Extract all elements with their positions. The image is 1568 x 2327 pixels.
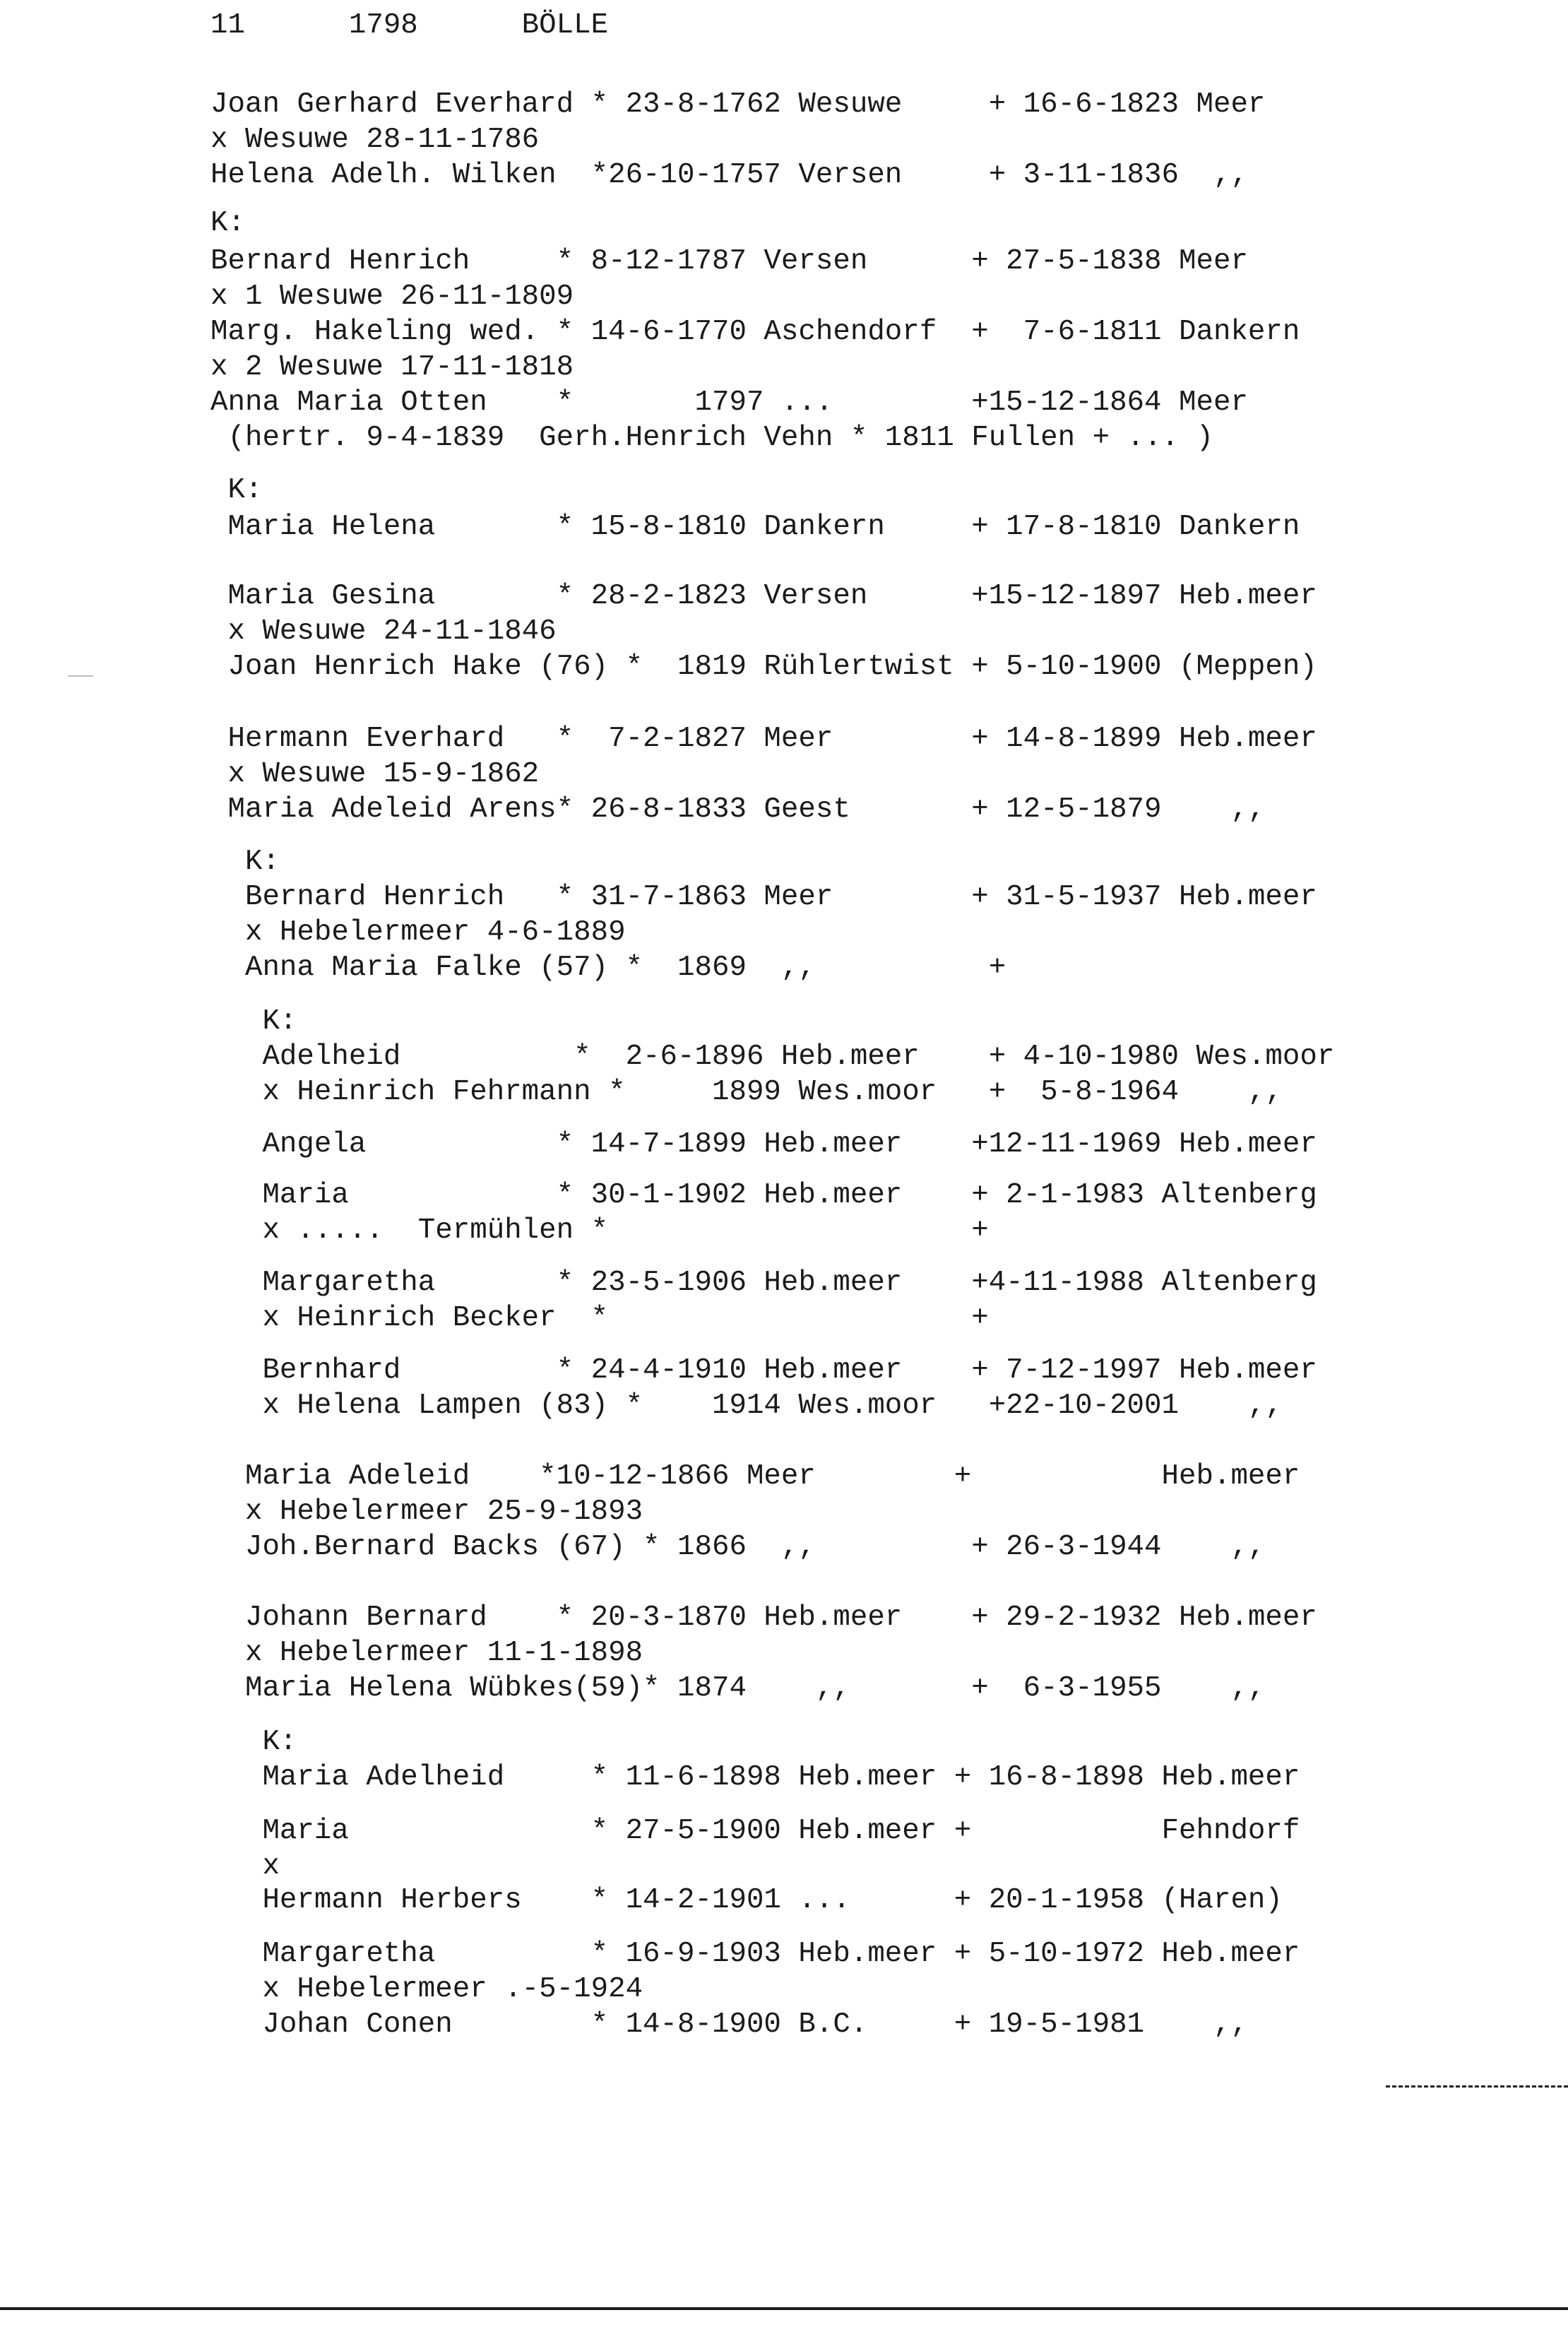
record-line: K: [210, 474, 263, 507]
record-line: Maria Gesina * 28-2-1823 Versen +15-12-1897 Heb.meer [210, 580, 1317, 612]
record-line: x Wesuwe 15-9-1862 [210, 758, 540, 791]
record-line: K: [210, 207, 245, 239]
record-line: Maria Adeleid *10-12-1866 Meer + Heb.meer [210, 1460, 1300, 1493]
page-header: 11 1798 BÖLLE [210, 9, 609, 42]
record-line: Joan Henrich Hake (76) * 1819 Rühlertwist + 5-10-1900 (Meppen) [210, 651, 1317, 683]
record-line: x Helena Lampen (83) * 1914 Wes.moor +22-10-2001 ,, [210, 1390, 1283, 1422]
record-line: Johan Conen * 14-8-1900 B.C. + 19-5-1981 ,, [210, 2008, 1248, 2041]
record-line: Hermann Herbers * 14-2-1901 ... + 20-1-1958 (Haren) [210, 1884, 1283, 1917]
record-line: K: [210, 1005, 297, 1038]
record-line: Maria Helena Wübkes(59)* 1874 ,, + 6-3-1955 ,, [210, 1672, 1266, 1705]
record-line: x Heinrich Becker * + [210, 1302, 989, 1334]
record-line: Maria Adelheid * 11-6-1898 Heb.meer + 16-8-1898 Heb.meer [210, 1761, 1300, 1794]
bottom-rule [0, 2307, 1568, 2310]
record-line: Adelheid * 2-6-1896 Heb.meer + 4-10-1980 Wes.moor [210, 1041, 1335, 1073]
record-line: K: [210, 1726, 297, 1758]
record-line: x ..... Termühlen * + [210, 1214, 989, 1247]
record-line: Helena Adelh. Wilken *26-10-1757 Versen + 3-11-1836 ,, [210, 159, 1248, 191]
record-line: x Heinrich Fehrmann * 1899 Wes.moor + 5-8-1964 ,, [210, 1076, 1283, 1108]
end-dash-rule [1386, 2085, 1568, 2088]
record-line: Joan Gerhard Everhard * 23-8-1762 Wesuwe + 16-6-1823 Meer [210, 88, 1266, 121]
margin-mark [68, 675, 93, 677]
record-line: Johann Bernard * 20-3-1870 Heb.meer + 29-2-1932 Heb.meer [210, 1601, 1317, 1634]
record-line: (hertr. 9-4-1839 Gerh.Henrich Vehn * 1811 Fullen + ... ) [210, 422, 1213, 454]
record-line: x Hebelermeer .-5-1924 [210, 1973, 643, 2006]
record-line: Maria * 30-1-1902 Heb.meer + 2-1-1983 Altenberg [210, 1179, 1317, 1212]
record-line: x [210, 1850, 280, 1883]
record-line: Bernhard * 24-4-1910 Heb.meer + 7-12-1997 Heb.meer [210, 1354, 1317, 1387]
record-line: x Wesuwe 24-11-1846 [210, 615, 557, 648]
record-line: Margaretha * 23-5-1906 Heb.meer +4-11-1988 Altenberg [210, 1267, 1317, 1299]
record-line: x Hebelermeer 25-9-1893 [210, 1496, 643, 1528]
record-line: Marg. Hakeling wed. * 14-6-1770 Aschendorf + 7-6-1811 Dankern [210, 316, 1300, 348]
record-line: x Wesuwe 28-11-1786 [210, 124, 540, 156]
record-line: Anna Maria Otten * 1797 ... +15-12-1864 Meer [210, 386, 1248, 419]
record-line: Maria * 27-5-1900 Heb.meer + Fehndorf [210, 1815, 1300, 1847]
record-line: Margaretha * 16-9-1903 Heb.meer + 5-10-1972 Heb.meer [210, 1938, 1300, 1970]
record-line: Joh.Bernard Backs (67) * 1866 ,, + 26-3-1944 ,, [210, 1531, 1266, 1563]
record-line: x Hebelermeer 11-1-1898 [210, 1637, 643, 1669]
record-line: Anna Maria Falke (57) * 1869 ,, + [210, 952, 1006, 984]
record-line: Angela * 14-7-1899 Heb.meer +12-11-1969 Heb.meer [210, 1128, 1317, 1161]
record-line: Bernard Henrich * 8-12-1787 Versen + 27-5-1838 Meer [210, 245, 1248, 278]
record-line: Hermann Everhard * 7-2-1827 Meer + 14-8-1899 Heb.meer [210, 723, 1317, 755]
record-line: K: [210, 846, 280, 878]
record-line: x 2 Wesuwe 17-11-1818 [210, 351, 574, 384]
record-line: Maria Adeleid Arens* 26-8-1833 Geest + 12-5-1879 ,, [210, 793, 1266, 826]
record-line: x Hebelermeer 4-6-1889 [210, 916, 626, 949]
record-line: Bernard Henrich * 31-7-1863 Meer + 31-5-1937 Heb.meer [210, 881, 1317, 913]
record-line: Maria Helena * 15-8-1810 Dankern + 17-8-1810 Dankern [210, 511, 1300, 543]
record-line: x 1 Wesuwe 26-11-1809 [210, 280, 574, 313]
